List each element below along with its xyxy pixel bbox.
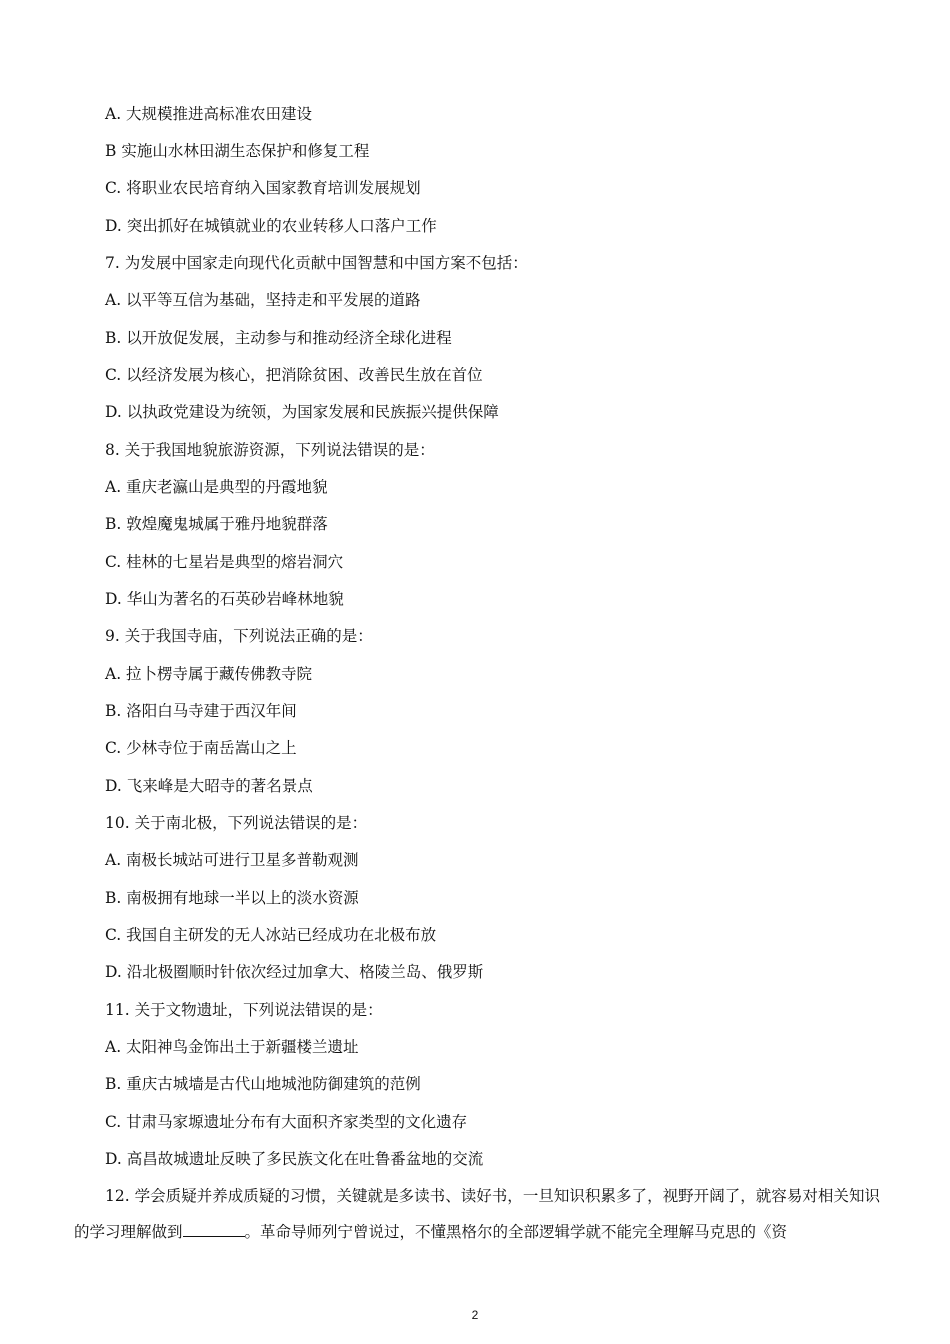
option-line: A. 重庆老瀛山是典型的丹霞地貌 <box>105 478 328 496</box>
option-line: C. 桂林的七星岩是典型的熔岩洞穴 <box>105 553 344 571</box>
page-number: 2 <box>471 1308 479 1322</box>
option-line: A. 以平等互信为基础，坚持走和平发展的道路 <box>105 291 421 309</box>
option-line: C. 将职业农民培育纳入国家教育培训发展规划 <box>105 179 421 197</box>
option-line: A. 太阳神鸟金饰出土于新疆楼兰遗址 <box>105 1038 359 1056</box>
option-line: B. 敦煌魔鬼城属于雅丹地貌群落 <box>105 515 328 533</box>
option-line: B. 重庆古城墙是古代山地城池防御建筑的范例 <box>105 1075 421 1093</box>
option-line: C. 甘肃马家塬遗址分布有大面积齐家类型的文化遗存 <box>105 1113 468 1131</box>
option-line: D. 飞来峰是大昭寺的著名景点 <box>105 777 313 795</box>
option-line: A. 大规模推进高标准农田建设 <box>105 105 313 123</box>
paragraph-text-start: 12. 学会质疑并养成质疑的习惯，关键就是多读书、读好书，一旦知识积累多了，视野开阔了，就容易对相关知识的学习理解做到 <box>74 1187 880 1241</box>
option-line: B. 南极拥有地球一半以上的淡水资源 <box>105 889 359 907</box>
option-line: D. 沿北极圈顺时针依次经过加拿大、格陵兰岛、俄罗斯 <box>105 963 484 981</box>
option-line: B 实施山水林田湖生态保护和修复工程 <box>105 142 370 160</box>
option-line: D. 华山为著名的石英砂岩峰林地貌 <box>105 590 344 608</box>
option-line: D. 以执政党建设为统领，为国家发展和民族振兴提供保障 <box>105 403 499 421</box>
option-line: A. 拉卜楞寺属于藏传佛教寺院 <box>105 665 313 683</box>
fill-in-blank <box>183 1222 245 1237</box>
option-line: C. 以经济发展为核心，把消除贫困、改善民生放在首位 <box>105 366 483 384</box>
option-line: D. 高昌故城遗址反映了多民族文化在吐鲁番盆地的交流 <box>105 1150 484 1168</box>
option-line: B. 洛阳白马寺建于西汉年间 <box>105 702 297 720</box>
question-line: 11. 关于文物遗址，下列说法错误的是： <box>105 1001 383 1019</box>
question-line: 10. 关于南北极，下列说法错误的是： <box>105 814 368 832</box>
question-line: 7. 为发展中国家走向现代化贡献中国智慧和中国方案不包括： <box>105 254 528 272</box>
paragraph-text-end: 。革命导师列宁曾说过，不懂黑格尔的全部逻辑学就不能完全理解马克思的《资 <box>244 1223 788 1241</box>
question-line: 8. 关于我国地貌旅游资源，下列说法错误的是： <box>105 441 435 459</box>
question-paragraph <box>74 1178 880 1250</box>
question-line: 9. 关于我国寺庙，下列说法正确的是： <box>105 627 373 645</box>
option-line: B. 以开放促发展，主动参与和推动经济全球化进程 <box>105 329 452 347</box>
option-line: A. 南极长城站可进行卫星多普勒观测 <box>105 851 359 869</box>
option-line: C. 我国自主研发的无人冰站已经成功在北极布放 <box>105 926 437 944</box>
option-line: C. 少林寺位于南岳嵩山之上 <box>105 739 297 757</box>
option-line: D. 突出抓好在城镇就业的农业转移人口落户工作 <box>105 217 437 235</box>
